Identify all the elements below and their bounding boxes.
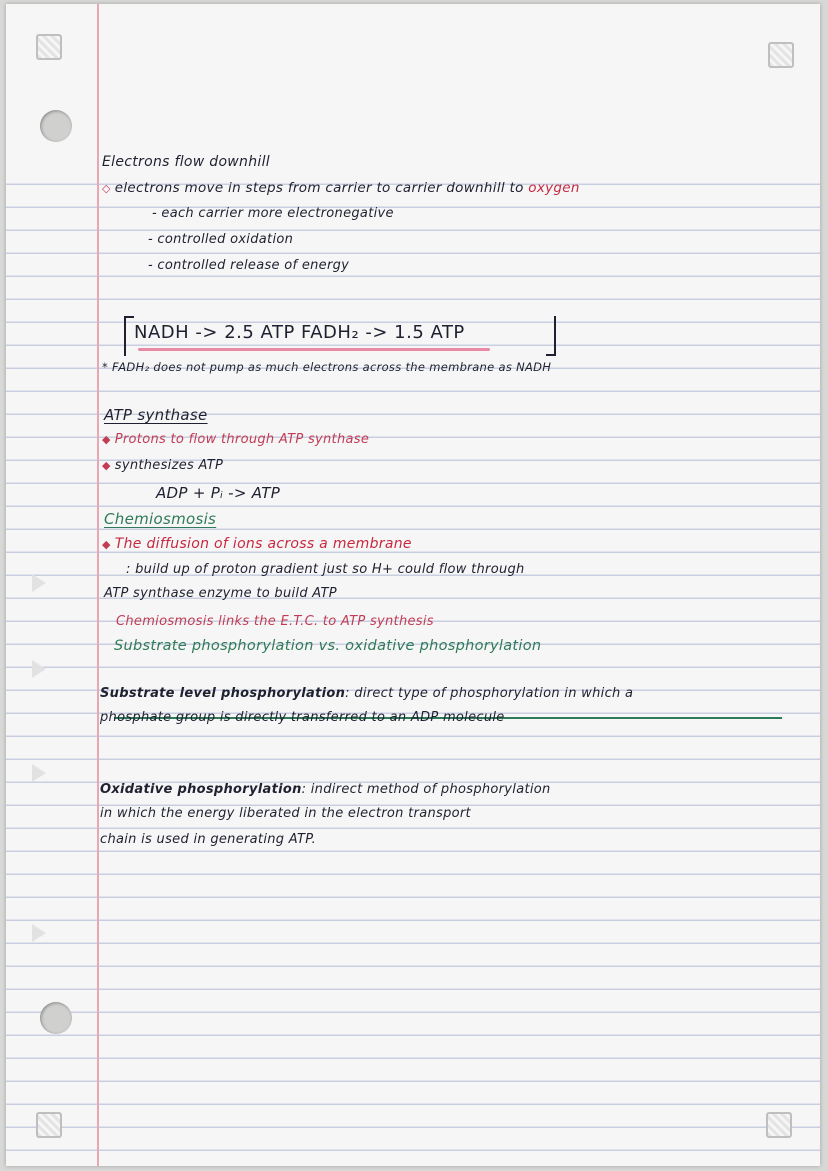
note-text: synthesizes ATP — [114, 458, 224, 473]
note-line — [102, 458, 223, 473]
corner-mark-icon — [36, 1112, 62, 1138]
note-line — [102, 432, 369, 447]
perforation-mark — [32, 924, 46, 942]
note-line — [102, 536, 412, 552]
note-text: electrons move in steps from carrier to carrier downhill to — [114, 180, 529, 196]
note-line: Electrons flow downhill — [102, 154, 270, 170]
bullet-icon: ◆ — [102, 538, 111, 551]
definition-term: Substrate level phosphorylation — [100, 686, 346, 701]
note-line: ATP synthase enzyme to build ATP — [104, 586, 337, 601]
definition-line: chain is used in generating ATP. — [100, 832, 317, 847]
section-heading: Chemiosmosis — [104, 510, 217, 528]
bullet-icon: ◆ — [102, 433, 111, 446]
formula-line: ADP + Pᵢ -> ATP — [156, 484, 281, 502]
definition-term: Oxidative phosphorylation — [100, 782, 302, 797]
highlight-underline — [138, 348, 490, 351]
definition-text: : indirect method of phosphorylation — [301, 782, 551, 797]
corner-mark-icon — [36, 34, 62, 60]
note-line: Substrate phosphorylation vs. oxidative phosphorylation — [114, 638, 542, 654]
note-line: - controlled release of energy — [148, 258, 350, 273]
note-text-highlight: oxygen — [528, 180, 580, 196]
page-top-blank — [6, 4, 820, 154]
note-line: * FADH₂ does not pump as much electrons across the membrane as NADH — [102, 360, 552, 374]
perforation-mark — [32, 764, 46, 782]
notebook-page — [6, 4, 820, 1166]
definition-text: : direct type of phosphorylation in which a — [345, 686, 634, 701]
perforation-mark — [32, 660, 46, 678]
margin-line — [97, 4, 99, 1166]
note-line: - controlled oxidation — [148, 232, 294, 247]
section-heading: ATP synthase — [104, 406, 208, 424]
perforation-mark — [32, 574, 46, 592]
bullet-icon: ◇ — [102, 182, 111, 195]
definition-line — [100, 782, 551, 797]
bullet-icon: ◆ — [102, 459, 111, 472]
definition-line: phosphate group is directly transferred to an ADP molecule — [100, 710, 505, 725]
note-line — [102, 180, 580, 196]
note-line: Chemiosmosis links the E.T.C. to ATP synthesis — [116, 614, 434, 629]
definition-line: in which the energy liberated in the electron transport — [100, 806, 471, 821]
note-line: : build up of proton gradient just so H+ could flow through — [126, 562, 525, 577]
note-text: The diffusion of ions across a membrane — [114, 536, 412, 552]
note-text: Protons to flow through ATP synthase — [114, 432, 370, 447]
binder-hole — [40, 1002, 72, 1034]
definition-line — [100, 686, 633, 701]
binder-hole — [40, 110, 72, 142]
formula-line: NADH -> 2.5 ATP FADH₂ -> 1.5 ATP — [134, 322, 465, 343]
note-line: - each carrier more electronegative — [152, 206, 394, 221]
corner-mark-icon — [766, 1112, 792, 1138]
corner-mark-icon — [768, 42, 794, 68]
